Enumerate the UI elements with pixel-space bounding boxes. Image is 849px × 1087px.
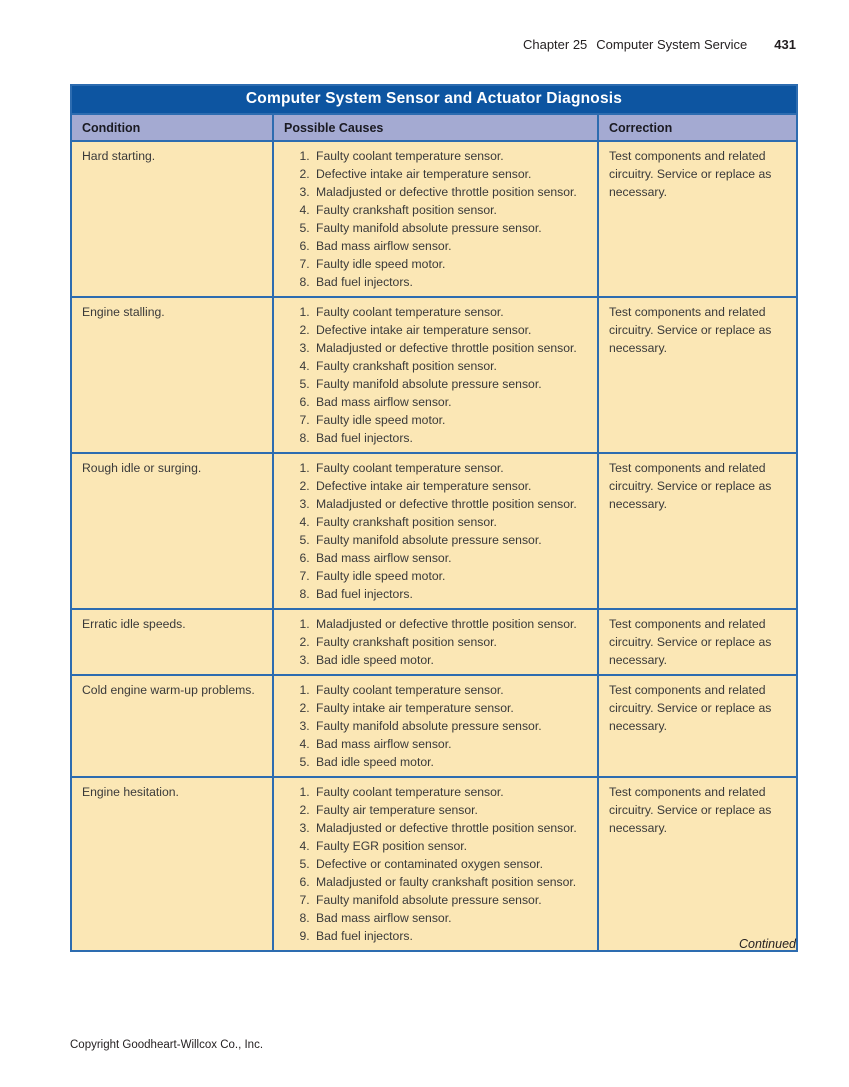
cause-item: 2. Faulty crankshaft position sensor. (313, 633, 591, 651)
cause-item: 5. Bad idle speed motor. (313, 753, 591, 771)
cause-item: 9. Bad fuel injectors. (313, 927, 591, 945)
page-number: 431 (774, 37, 796, 52)
cause-item: 3. Maladjusted or defective throttle position sensor. (313, 339, 591, 357)
cause-item: 1. Faulty coolant temperature sensor. (313, 681, 591, 699)
cause-item: 7. Faulty idle speed motor. (313, 567, 591, 585)
cause-item: 1. Faulty coolant temperature sensor. (313, 783, 591, 801)
condition-cell: Cold engine warm-up problems. (71, 675, 273, 777)
diagnosis-table (70, 84, 798, 952)
cause-item: 8. Bad mass airflow sensor. (313, 909, 591, 927)
continued-note: Continued (739, 937, 796, 951)
cause-item: 2. Faulty air temperature sensor. (313, 801, 591, 819)
condition-cell: Hard starting. (71, 141, 273, 297)
cause-item: 4. Faulty EGR position sensor. (313, 837, 591, 855)
causes-list (274, 681, 591, 771)
condition-cell: Engine hesitation. (71, 777, 273, 951)
table-row (71, 141, 797, 297)
cause-item: 7. Faulty manifold absolute pressure sensor. (313, 891, 591, 909)
cause-item: 3. Faulty manifold absolute pressure sensor. (313, 717, 591, 735)
cause-item: 4. Bad mass airflow sensor. (313, 735, 591, 753)
cause-item: 1. Faulty coolant temperature sensor. (313, 147, 591, 165)
table-row (71, 609, 797, 675)
chapter-label: Chapter 25 (522, 37, 588, 52)
table-row (71, 777, 797, 951)
correction-cell: Test components and related circuitry. Service or replace as necessary. (598, 453, 797, 609)
cause-item: 5. Faulty manifold absolute pressure sensor. (313, 219, 591, 237)
possible-causes-cell (273, 675, 598, 777)
cause-item: 6. Bad mass airflow sensor. (313, 549, 591, 567)
cause-item: 1. Faulty coolant temperature sensor. (313, 303, 591, 321)
cause-item: 4. Faulty crankshaft position sensor. (313, 357, 591, 375)
cause-item: 1. Maladjusted or defective throttle position sensor. (313, 615, 591, 633)
condition-cell: Erratic idle speeds. (71, 609, 273, 675)
possible-causes-cell (273, 453, 598, 609)
cause-item: 6. Bad mass airflow sensor. (313, 237, 591, 255)
cause-item: 7. Faulty idle speed motor. (313, 255, 591, 273)
causes-list (274, 459, 591, 603)
table-row (71, 675, 797, 777)
correction-cell: Test components and related circuitry. Service or replace as necessary. (598, 297, 797, 453)
correction-cell: Test components and related circuitry. Service or replace as necessary. (598, 141, 797, 297)
cause-item: 4. Faulty crankshaft position sensor. (313, 201, 591, 219)
condition-cell: Rough idle or surging. (71, 453, 273, 609)
cause-item: 6. Bad mass airflow sensor. (313, 393, 591, 411)
possible-causes-cell (273, 297, 598, 453)
table-row (71, 297, 797, 453)
table-title-row (71, 85, 797, 114)
column-header-correction: Correction (598, 114, 797, 141)
cause-item: 6. Maladjusted or faulty crankshaft position sensor. (313, 873, 591, 891)
table-title: Computer System Sensor and Actuator Diagnosis (71, 85, 797, 114)
correction-cell: Test components and related circuitry. Service or replace as necessary. (598, 777, 797, 951)
cause-item: 8. Bad fuel injectors. (313, 585, 591, 603)
possible-causes-cell (273, 609, 598, 675)
possible-causes-cell (273, 777, 598, 951)
cause-item: 5. Faulty manifold absolute pressure sensor. (313, 531, 591, 549)
causes-list (274, 147, 591, 291)
chapter-title: Computer System Service (596, 37, 748, 52)
table-row (71, 453, 797, 609)
cause-item: 2. Defective intake air temperature sensor. (313, 477, 591, 495)
causes-list (274, 615, 591, 669)
cause-item: 8. Bad fuel injectors. (313, 429, 591, 447)
cause-item: 5. Faulty manifold absolute pressure sensor. (313, 375, 591, 393)
condition-cell: Engine stalling. (71, 297, 273, 453)
cause-item: 2. Faulty intake air temperature sensor. (313, 699, 591, 717)
column-header-condition: Condition (71, 114, 273, 141)
possible-causes-cell (273, 141, 598, 297)
cause-item: 3. Maladjusted or defective throttle position sensor. (313, 495, 591, 513)
cause-item: 3. Bad idle speed motor. (313, 651, 591, 669)
cause-item: 1. Faulty coolant temperature sensor. (313, 459, 591, 477)
cause-item: 4. Faulty crankshaft position sensor. (313, 513, 591, 531)
running-head (523, 37, 796, 52)
cause-item: 2. Defective intake air temperature sensor. (313, 321, 591, 339)
cause-item: 8. Bad fuel injectors. (313, 273, 591, 291)
causes-list (274, 303, 591, 447)
cause-item: 3. Maladjusted or defective throttle position sensor. (313, 183, 591, 201)
cause-item: 3. Maladjusted or defective throttle position sensor. (313, 819, 591, 837)
column-header-possible-causes: Possible Causes (273, 114, 598, 141)
copyright-line: Copyright Goodheart-Willcox Co., Inc. (70, 1039, 264, 1051)
cause-item: 5. Defective or contaminated oxygen sensor. (313, 855, 591, 873)
column-header-row (71, 114, 797, 141)
cause-item: 7. Faulty idle speed motor. (313, 411, 591, 429)
cause-item: 2. Defective intake air temperature sensor. (313, 165, 591, 183)
causes-list (274, 783, 591, 945)
correction-cell: Test components and related circuitry. Service or replace as necessary. (598, 609, 797, 675)
correction-cell: Test components and related circuitry. Service or replace as necessary. (598, 675, 797, 777)
table-body (71, 141, 797, 951)
